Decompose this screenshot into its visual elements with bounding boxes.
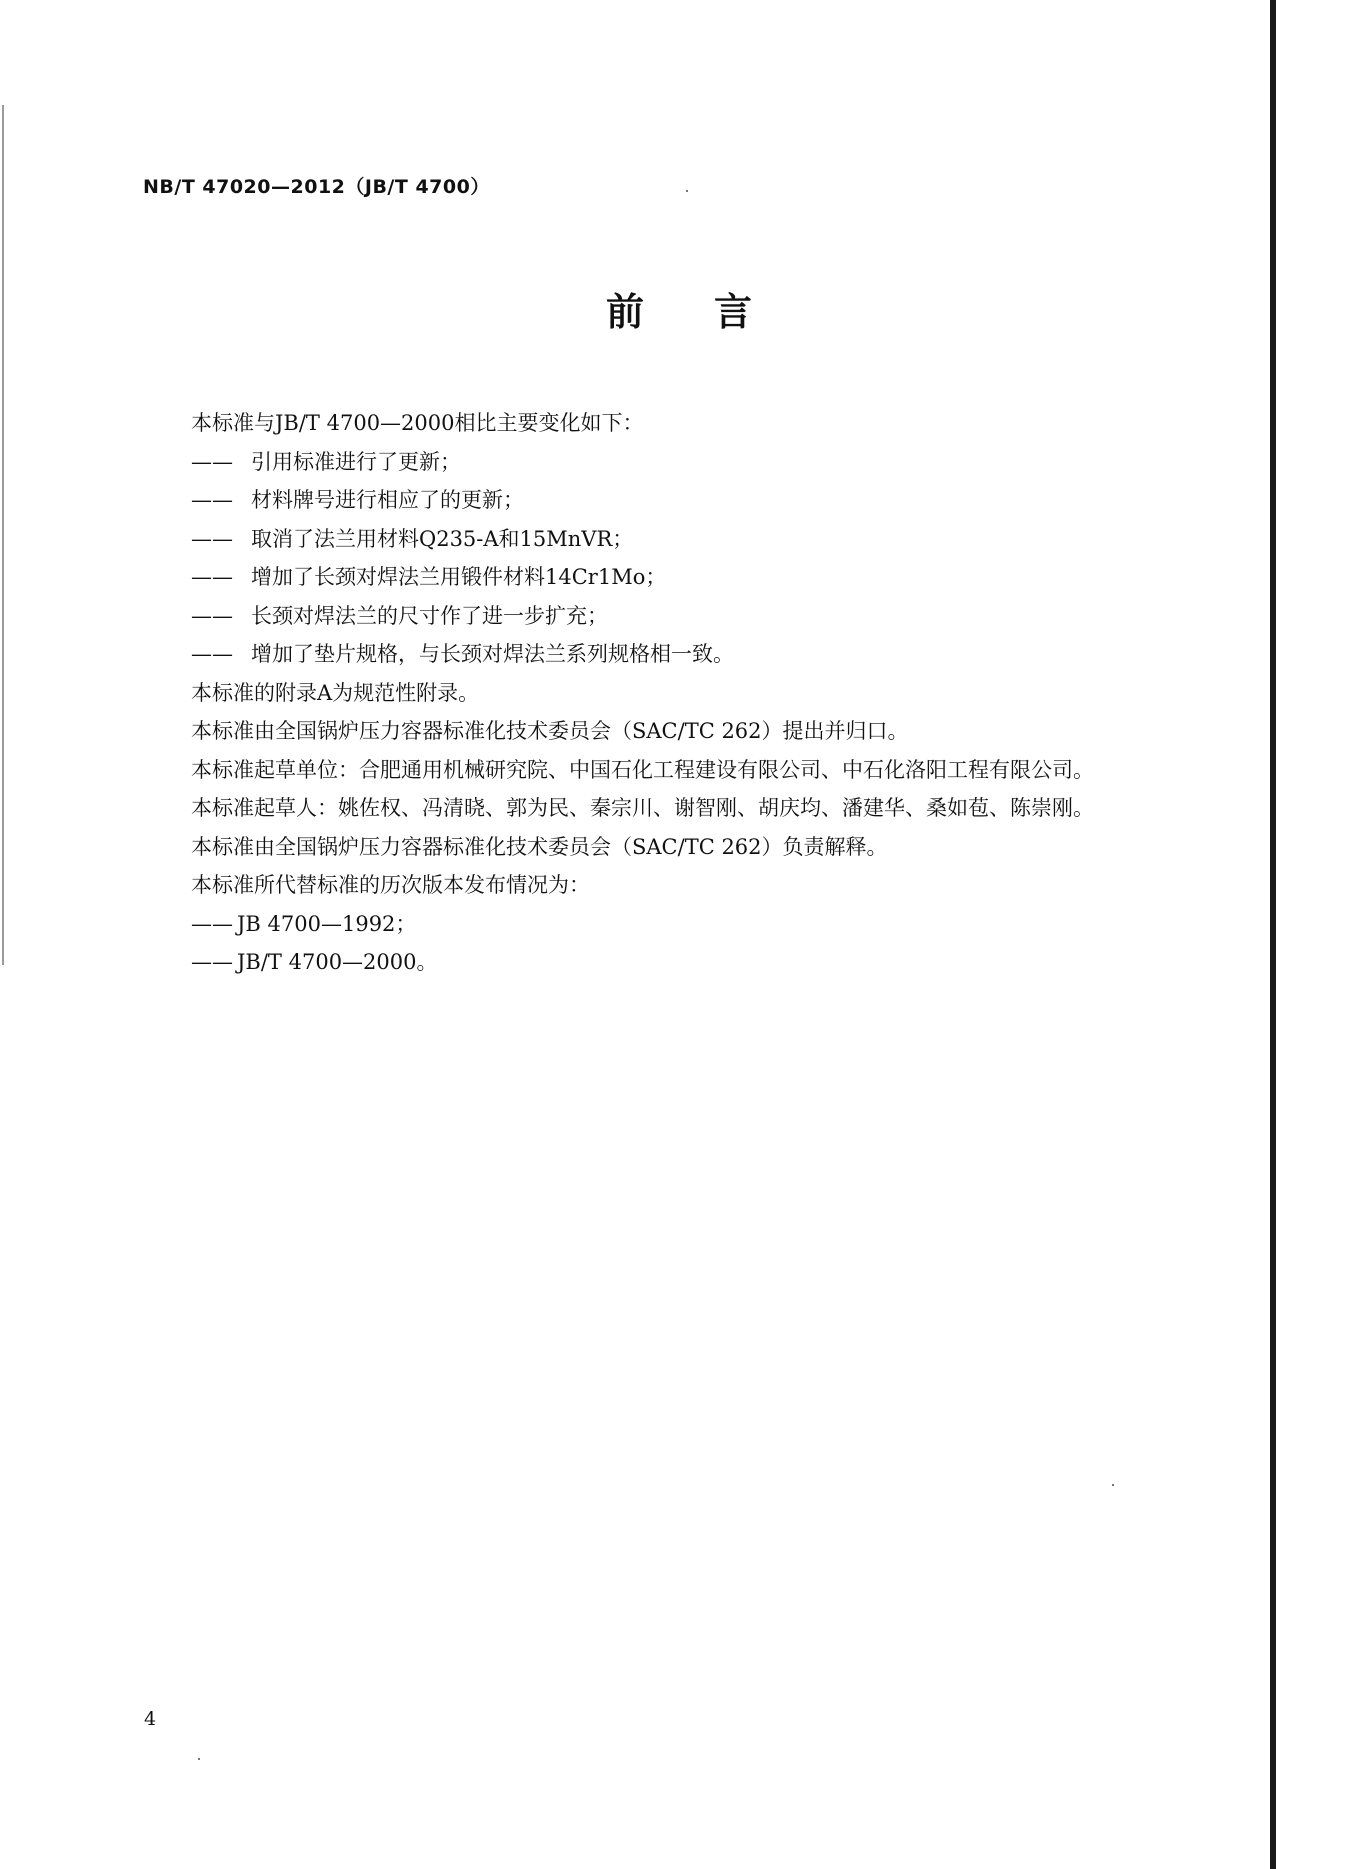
dash-mark: —— (191, 526, 233, 551)
title-char-2: 言 (714, 290, 753, 334)
change-item (191, 597, 1251, 636)
dash-mark: —— (191, 642, 233, 666)
change-item (191, 443, 1251, 482)
history-item (191, 943, 1251, 982)
dash-mark: —— (191, 911, 233, 936)
scan-speck (198, 1758, 200, 1760)
paragraph-drafters: 本标准起草人：姚佐权、冯清晓、郭为民、秦宗川、谢智刚、胡庆均、潘建华、桑如苞、陈崇刚。 (191, 796, 1094, 820)
intro-line: 本标准与JB/T 4700—2000相比主要变化如下： (191, 411, 644, 435)
scan-speck (686, 190, 688, 192)
page-title (0, 290, 1358, 334)
title-char-1: 前 (605, 290, 644, 334)
dash-mark: —— (191, 950, 233, 974)
change-item (191, 558, 1251, 597)
paragraph-history-intro: 本标准所代替标准的历次版本发布情况为： (191, 873, 590, 897)
foreword-body (191, 404, 1251, 982)
paragraph-proposer: 本标准由全国锅炉压力容器标准化技术委员会（SAC/TC 262）提出并归口。 (191, 719, 909, 743)
scan-speck (1112, 1484, 1114, 1486)
change-text: 取消了法兰用材料Q235-A和15MnVR； (251, 526, 634, 551)
dash-mark: —— (191, 449, 233, 474)
document-code: NB/T 47020—2012（JB/T 4700） (143, 176, 490, 198)
change-item (191, 520, 1251, 559)
change-text: 增加了垫片规格，与长颈对焊法兰系列规格相一致。 (251, 642, 734, 666)
paragraph-appendix: 本标准的附录A为规范性附录。 (191, 680, 480, 705)
change-item (191, 635, 1251, 674)
page-number: 4 (144, 1708, 157, 1730)
change-text: 引用标准进行了更新； (251, 449, 461, 474)
scan-edge-right (1270, 0, 1276, 1869)
dash-mark: —— (191, 488, 233, 512)
history-text: JB 4700—1992； (237, 911, 417, 936)
paragraph-drafting-units: 本标准起草单位：合肥通用机械研究院、中国石化工程建设有限公司、中石化洛阳工程有限公司。 (191, 757, 1094, 782)
dash-mark: —— (191, 565, 233, 589)
scan-edge-left (2, 105, 4, 965)
change-item (191, 481, 1251, 520)
change-text: 增加了长颈对焊法兰用锻件材料14Cr1Mo； (251, 565, 667, 589)
dash-mark: —— (191, 603, 233, 628)
change-text: 长颈对焊法兰的尺寸作了进一步扩充； (251, 603, 608, 628)
history-text: JB/T 4700—2000。 (237, 950, 438, 974)
paragraph-interpretation: 本标准由全国锅炉压力容器标准化技术委员会（SAC/TC 262）负责解释。 (191, 834, 888, 859)
history-item (191, 905, 1251, 944)
change-text: 材料牌号进行相应了的更新； (251, 488, 524, 512)
